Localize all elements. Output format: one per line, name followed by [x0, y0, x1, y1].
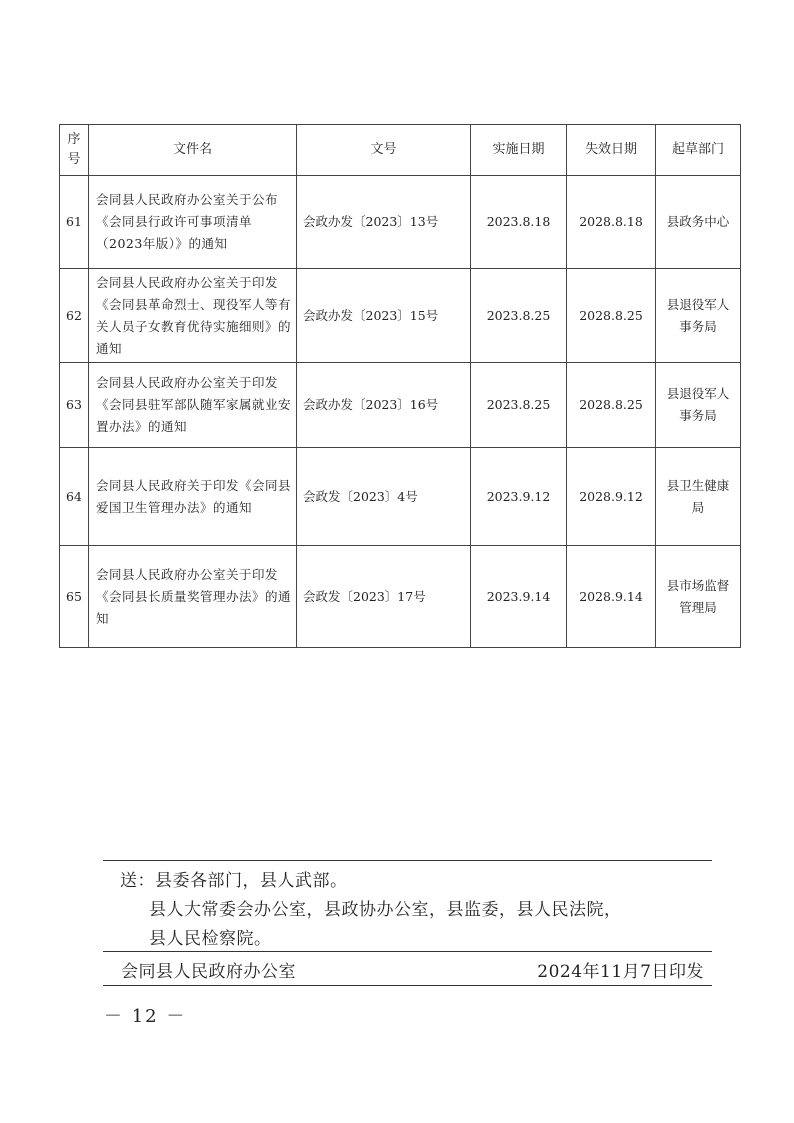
table-row: [60, 546, 741, 648]
row-doc-name: 会同县人民政府办公室关于印发《会同县驻军部队随军家属就业安置办法》的通知: [89, 363, 297, 448]
row-doc-no: 会政发〔2023〕17号: [297, 546, 471, 648]
table-row: [60, 176, 741, 269]
row-effective-date: 2023.8.25: [471, 269, 567, 363]
distribution-top-rule: [103, 860, 712, 861]
header-drafter: 起草部门: [656, 125, 741, 176]
issue-date: 2024年11月7日印发: [537, 962, 704, 982]
row-seq: 63: [60, 363, 89, 448]
table-header-row: [60, 125, 741, 176]
row-effective-date: 2023.9.14: [471, 546, 567, 648]
row-doc-no: 会政办发〔2023〕13号: [297, 176, 471, 269]
header-expiry-date: 失效日期: [567, 125, 656, 176]
row-seq: 65: [60, 546, 89, 648]
row-effective-date: 2023.8.18: [471, 176, 567, 269]
header-effective-date: 实施日期: [471, 125, 567, 176]
row-seq: 62: [60, 269, 89, 363]
row-doc-name: 会同县人民政府办公室关于印发《会同县长质量奖管理办法》的通知: [89, 546, 297, 648]
issuer-bottom-rule: [103, 985, 712, 986]
row-doc-no: 会政办发〔2023〕16号: [297, 363, 471, 448]
row-drafter: 县市场监督管理局: [656, 546, 741, 648]
row-doc-no: 会政发〔2023〕4号: [297, 448, 471, 546]
row-doc-name: 会同县人民政府办公室关于印发《会同县革命烈士、现役军人等有关人员子女教育优待实施细则》的通知: [89, 269, 297, 363]
table-row: [60, 363, 741, 448]
row-expiry-date: 2028.8.18: [567, 176, 656, 269]
header-seq: 序号: [60, 125, 89, 176]
distribution-line-2: 县人大常委会办公室，县政协办公室，县监委，县人民法院，: [149, 900, 622, 920]
row-doc-name: 会同县人民政府关于印发《会同县爱国卫生管理办法》的通知: [89, 448, 297, 546]
row-expiry-date: 2028.9.12: [567, 448, 656, 546]
row-drafter: 县退役军人事务局: [656, 269, 741, 363]
row-seq: 61: [60, 176, 89, 269]
row-doc-no: 会政办发〔2023〕15号: [297, 269, 471, 363]
document-list-table: [59, 124, 741, 648]
row-effective-date: 2023.9.12: [471, 448, 567, 546]
row-expiry-date: 2028.8.25: [567, 363, 656, 448]
table-row: [60, 448, 741, 546]
row-seq: 64: [60, 448, 89, 546]
row-drafter: 县政务中心: [656, 176, 741, 269]
issuer-top-rule: [103, 951, 712, 952]
table-row: [60, 269, 741, 363]
header-name: 文件名: [89, 125, 297, 176]
row-effective-date: 2023.8.25: [471, 363, 567, 448]
row-expiry-date: 2028.8.25: [567, 269, 656, 363]
issuing-office: 会同县人民政府办公室: [121, 962, 296, 982]
row-drafter: 县退役军人事务局: [656, 363, 741, 448]
header-doc-no: 文号: [297, 125, 471, 176]
distribution-line-1: 送：县委各部门，县人武部。: [120, 871, 348, 891]
page-number: － 12 －: [104, 1006, 187, 1027]
row-drafter: 县卫生健康局: [656, 448, 741, 546]
row-doc-name: 会同县人民政府办公室关于公布《会同县行政许可事项清单（2023年版）》的通知: [89, 176, 297, 269]
distribution-line-3: 县人民检察院。: [149, 929, 272, 949]
row-expiry-date: 2028.9.14: [567, 546, 656, 648]
